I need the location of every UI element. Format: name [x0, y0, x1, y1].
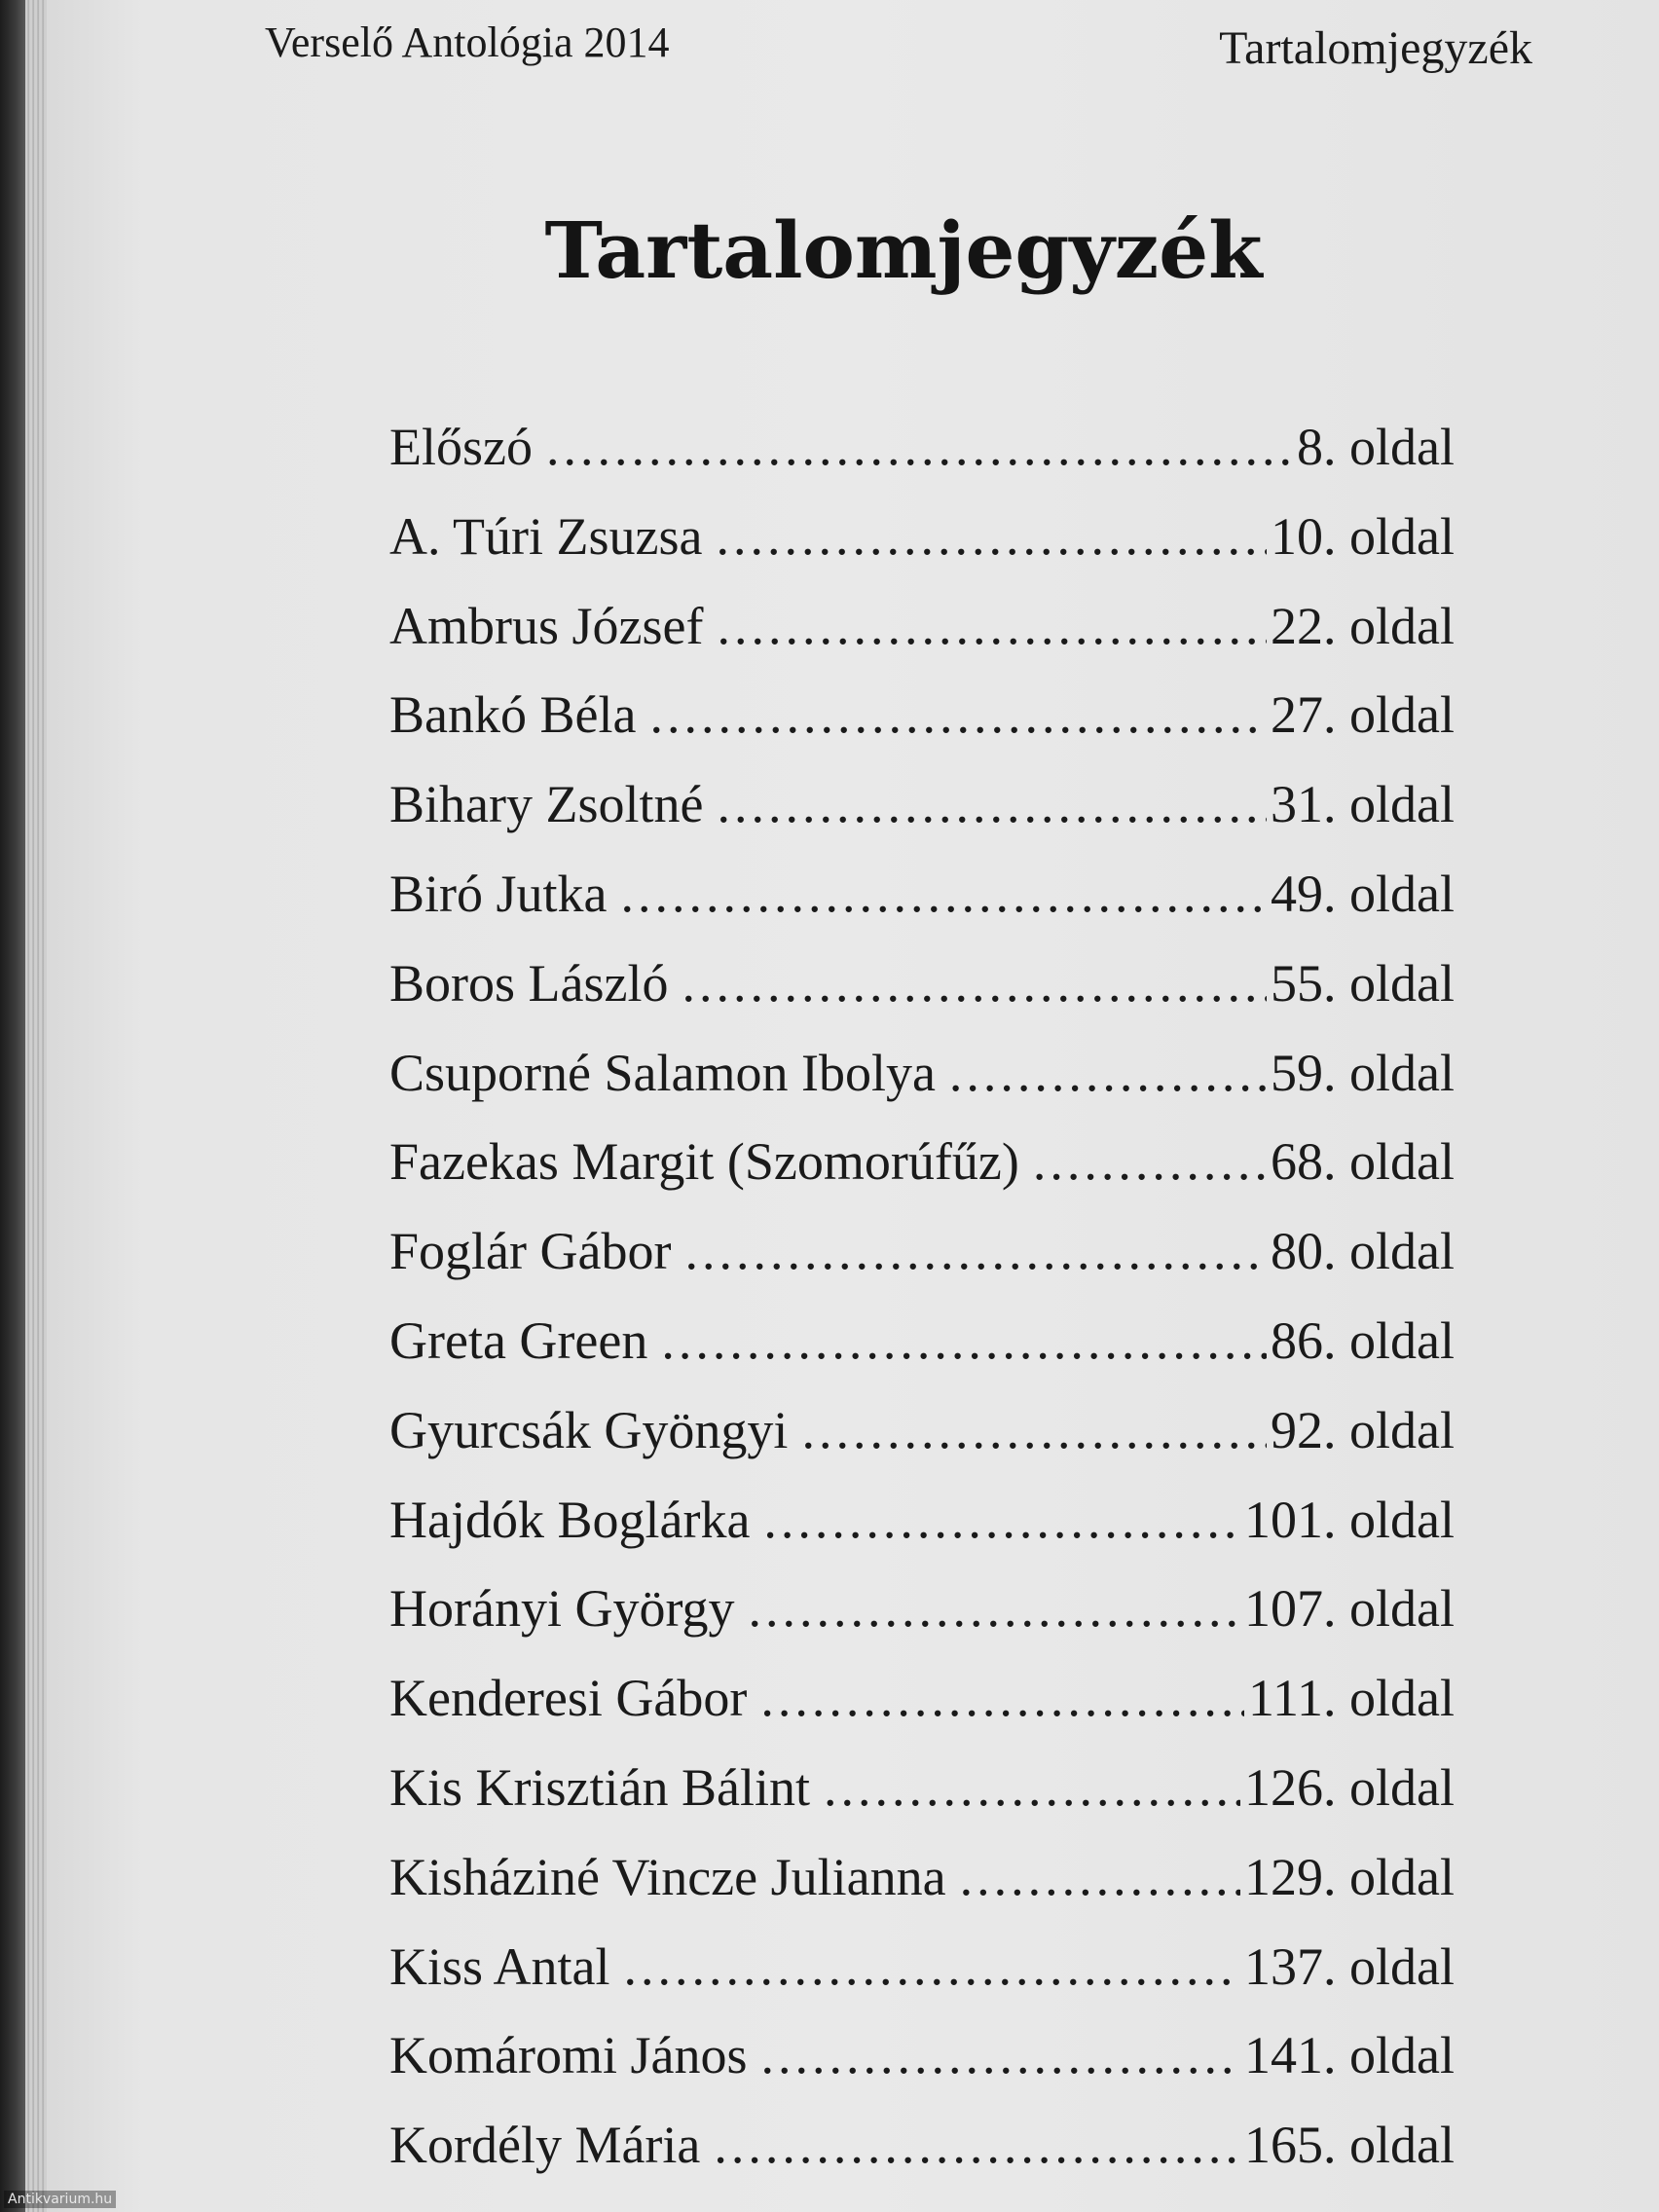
toc-dot-leader: [546, 417, 1293, 477]
toc-entry-page: 27. oldal: [1271, 685, 1455, 745]
toc-entry-page: 49. oldal: [1271, 864, 1455, 923]
toc-entry: [389, 774, 1455, 864]
toc-entry-page: 31. oldal: [1271, 775, 1455, 834]
toc-entry: [389, 1131, 1455, 1221]
toc-entry: [389, 1757, 1455, 1847]
toc-dot-leader: [714, 2115, 1240, 2175]
toc-entry-name: Gyurcsák Gyöngyi: [389, 1400, 789, 1459]
toc-dot-leader: [684, 1221, 1267, 1281]
toc-entry-page: 59. oldal: [1271, 1043, 1455, 1102]
toc-dot-leader: [682, 953, 1267, 1014]
toc-entry-page: 22. oldal: [1271, 596, 1455, 655]
page-title: Tartalomjegyzék: [544, 204, 1263, 296]
toc-entry: [389, 2115, 1455, 2204]
toc-entry: [389, 417, 1455, 506]
toc-entry-page: 86. oldal: [1271, 1310, 1455, 1370]
toc-entry-name: Csuporné Salamon Ibolya: [389, 1043, 936, 1102]
toc-entry: [389, 596, 1455, 685]
toc-entry-page: 92. oldal: [1271, 1400, 1455, 1459]
book-spine: [0, 0, 25, 2212]
toc-entry-page: 68. oldal: [1271, 1132, 1455, 1192]
toc-entry: [389, 953, 1455, 1043]
watermark: Antikvarium.hu: [4, 2191, 116, 2208]
toc-entry-name: Greta Green: [389, 1310, 648, 1370]
toc-dot-leader: [717, 596, 1267, 656]
running-header-left: Verselő Antológia 2014: [265, 18, 670, 66]
toc-entry-name: Kenderesi Gábor: [389, 1669, 748, 1728]
toc-entry-page: 101. oldal: [1244, 1490, 1455, 1549]
toc-entry-name: Kisháziné Vincze Julianna: [389, 1847, 946, 1906]
toc-entry-name: Előszó: [389, 418, 533, 476]
toc-dot-leader: [801, 1400, 1267, 1460]
toc-entry: [389, 864, 1455, 953]
toc-entry-page: 165. oldal: [1244, 2116, 1455, 2175]
toc-entry-page: 55. oldal: [1271, 953, 1455, 1013]
toc-dot-leader: [960, 1847, 1240, 1907]
page-edges: [25, 0, 47, 2212]
toc-dot-leader: [760, 2025, 1240, 2085]
toc-entry-name: Kordély Mária: [389, 2116, 701, 2175]
toc-dot-leader: [661, 1310, 1267, 1371]
toc-entry-name: Komáromi János: [389, 2026, 748, 2085]
toc-entry-name: Hajdók Boglárka: [389, 1490, 751, 1549]
toc-dot-leader: [717, 774, 1267, 834]
toc-dot-leader: [649, 684, 1267, 745]
toc-dot-leader: [748, 1578, 1240, 1639]
toc-entry: [389, 1043, 1455, 1132]
toc-dot-leader: [621, 864, 1268, 924]
toc-entry-page: 8. oldal: [1297, 418, 1455, 476]
toc-entry: [389, 2025, 1455, 2115]
toc-entry-name: A. Túri Zsuzsa: [389, 506, 703, 566]
book-page: [47, 0, 1659, 2212]
toc-entry-name: Kis Krisztián Bálint: [389, 1757, 810, 1817]
toc-entry: [389, 1490, 1455, 1579]
toc-dot-leader: [824, 1757, 1240, 1818]
toc-entry-page: 111. oldal: [1248, 1669, 1455, 1728]
running-header-right: Tartalomjegyzék: [1219, 22, 1532, 74]
toc-dot-leader: [760, 1668, 1244, 1728]
toc-entry-name: Bankó Béla: [389, 685, 637, 745]
toc-dot-leader: [716, 506, 1267, 567]
toc-dot-leader: [949, 1043, 1267, 1103]
toc-dot-leader: [763, 1490, 1240, 1550]
toc-entry: [389, 1310, 1455, 1400]
toc-entry: [389, 684, 1455, 774]
toc-entry: [389, 1400, 1455, 1490]
toc-entry-page: 107. oldal: [1244, 1579, 1455, 1639]
toc-entry-page: 10. oldal: [1271, 506, 1455, 566]
toc-entry-page: 137. oldal: [1244, 1936, 1455, 1996]
toc-dot-leader: [624, 1936, 1240, 1997]
toc-entry-name: Biró Jutka: [389, 864, 608, 923]
toc-entry-page: 126. oldal: [1244, 1757, 1455, 1817]
toc-entry: [389, 506, 1455, 596]
toc-entry-name: Ambrus József: [389, 596, 704, 655]
toc-entry: [389, 1221, 1455, 1310]
toc-dot-leader: [1033, 1131, 1267, 1192]
toc-entry-page: 80. oldal: [1271, 1222, 1455, 1281]
toc-entry-name: Kiss Antal: [389, 1936, 610, 1996]
toc-entry-page: 141. oldal: [1244, 2026, 1455, 2085]
toc-entry-page: 129. oldal: [1244, 1847, 1455, 1906]
toc-entry-name: Boros László: [389, 953, 669, 1013]
toc-entry-name: Foglár Gábor: [389, 1222, 672, 1281]
toc-entry-name: Bihary Zsoltné: [389, 775, 704, 834]
toc-entry-name: Horányi György: [389, 1579, 735, 1639]
toc-entry: [389, 1936, 1455, 2026]
table-of-contents: [389, 417, 1455, 2204]
toc-entry: [389, 1847, 1455, 1936]
toc-entry: [389, 1668, 1455, 1757]
toc-entry-name: Fazekas Margit (Szomorúfűz): [389, 1132, 1019, 1192]
toc-entry: [389, 1578, 1455, 1668]
